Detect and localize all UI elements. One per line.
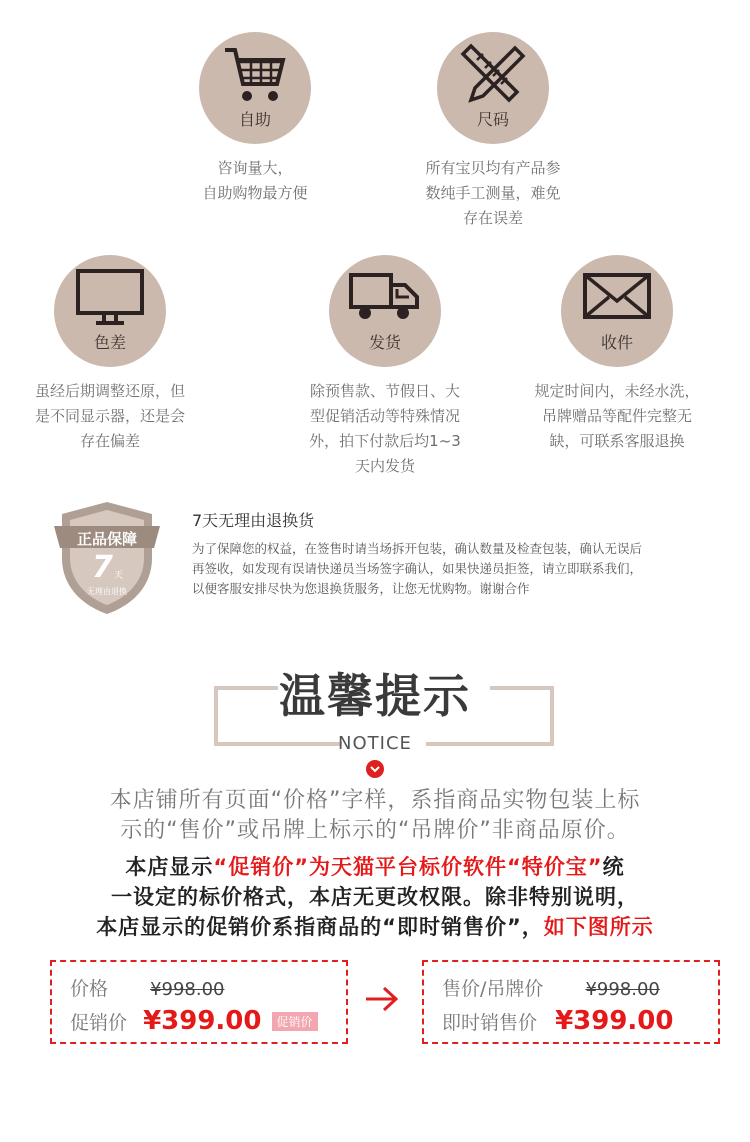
para-line: 本店铺所有页面“价格”字样，系指商品实物包装上标: [109, 788, 641, 813]
arrow-right-icon: [364, 984, 400, 1014]
price-row: [442, 1006, 673, 1036]
notice-paragraph-2: [0, 852, 750, 942]
feature-label: 收件: [600, 333, 633, 352]
feature-desc: [290, 379, 480, 479]
instant-price: ¥399.00: [555, 1006, 674, 1036]
truck-icon: [349, 265, 421, 331]
para-line: 示的“售价”或吊牌上标示的“吊牌价”非商品原价。: [120, 818, 630, 843]
desc-line: 型促销活动等特殊情况: [309, 407, 460, 425]
highlight-span: 如下图所示: [543, 915, 654, 939]
badge-title: 正品保障: [76, 530, 137, 548]
desc-line: 是不同显示器，还是会: [34, 407, 185, 425]
feature-self-service: [175, 32, 335, 206]
ruler-pencil-icon: [457, 42, 529, 108]
text-span: 本店显示的促销价系指商品的“即时销售价”，: [96, 915, 544, 939]
feature-color-difference: [20, 255, 200, 454]
price-row: [442, 974, 660, 1001]
notice-subtitle: NOTICE: [338, 733, 412, 754]
text-span: 统: [602, 855, 625, 879]
guarantee-body: [192, 539, 750, 599]
notice-title: 温馨提示: [279, 669, 471, 723]
text-span: 本店显示: [125, 855, 214, 879]
desc-line: 咨询量大，: [217, 159, 293, 177]
original-price: ¥998.00: [585, 979, 660, 1000]
price-label: 促销价: [70, 1012, 128, 1034]
guarantee-line: 为了保障您的权益，在签售时请当场拆开包装，确认数量及检查包装，确认无误后: [192, 541, 643, 556]
feature-label: 自助: [238, 110, 271, 129]
desc-line: 存在误差: [462, 209, 523, 227]
para-line: [0, 852, 750, 882]
feature-desc: [175, 156, 335, 206]
price-box-right: [422, 960, 720, 1044]
feature-label: 尺码: [476, 110, 509, 129]
price-row: [70, 1006, 318, 1036]
para-line: 一设定的标价格式，本店无更改权限。除非特别说明，: [111, 885, 639, 909]
feature-desc: [522, 379, 712, 454]
feature-receiving: [522, 255, 712, 454]
price-label: 价格: [70, 978, 109, 1000]
badge-number: 7: [92, 550, 113, 585]
guarantee-line: 以便客服安排尽快为您退换货服务，让您无忧购物。谢谢合作: [192, 581, 530, 596]
envelope-icon: [581, 265, 653, 331]
monitor-icon: [74, 265, 146, 331]
guarantee-text: [192, 508, 750, 599]
desc-line: 所有宝贝均有产品参: [425, 159, 561, 177]
highlight-span: “促销价”为天猫平台标价软件“特价宝”: [213, 855, 603, 879]
desc-line: 存在偏差: [79, 432, 140, 450]
guarantee-line: 再签收，如发现有误请快递员当场签字确认，如果快递员拒签，请立即联系我们，: [192, 561, 643, 576]
para-line: [0, 912, 750, 942]
desc-line: 缺，可联系客服退换: [549, 432, 685, 450]
price-label: 即时销售价: [442, 1012, 538, 1034]
desc-line: 吊牌赠品等配件完整无: [541, 407, 692, 425]
desc-line: 虽经后期调整还原，但: [34, 382, 185, 400]
promo-tag: 促销价: [272, 1012, 318, 1031]
feature-label: 发货: [368, 333, 401, 352]
feature-label: 色差: [93, 333, 126, 352]
feature-shipping: [290, 255, 480, 479]
guarantee-badge: [52, 498, 162, 618]
cart-icon: [219, 42, 291, 108]
feature-desc: [408, 156, 578, 231]
feature-size: [408, 32, 578, 231]
feature-circle: [199, 32, 311, 144]
promo-price: ¥399.00: [143, 1006, 262, 1036]
chevron-down-icon: [366, 760, 384, 778]
badge-day: 天: [114, 571, 124, 581]
desc-line: 天内发货: [354, 457, 415, 475]
desc-line: 规定时间内，未经水洗，: [534, 382, 700, 400]
feature-circle: [437, 32, 549, 144]
desc-line: 自助购物最方便: [202, 184, 308, 202]
price-box-left: [50, 960, 348, 1044]
feature-circle: [561, 255, 673, 367]
badge-sub: 无理由退换: [87, 587, 127, 596]
desc-line: 数纯手工测量，难免: [425, 184, 561, 202]
notice-paragraph-1: [0, 786, 750, 846]
price-label: 售价/吊牌价: [442, 978, 544, 1000]
desc-line: 外，拍下付款后均1~3: [309, 432, 461, 450]
feature-circle: [329, 255, 441, 367]
price-row: [70, 974, 225, 1001]
guarantee-title: 7天无理由退换货: [192, 511, 315, 530]
original-price: ¥998.00: [150, 979, 225, 1000]
feature-circle: [54, 255, 166, 367]
feature-desc: [20, 379, 200, 454]
desc-line: 除预售款、节假日、大: [309, 382, 460, 400]
